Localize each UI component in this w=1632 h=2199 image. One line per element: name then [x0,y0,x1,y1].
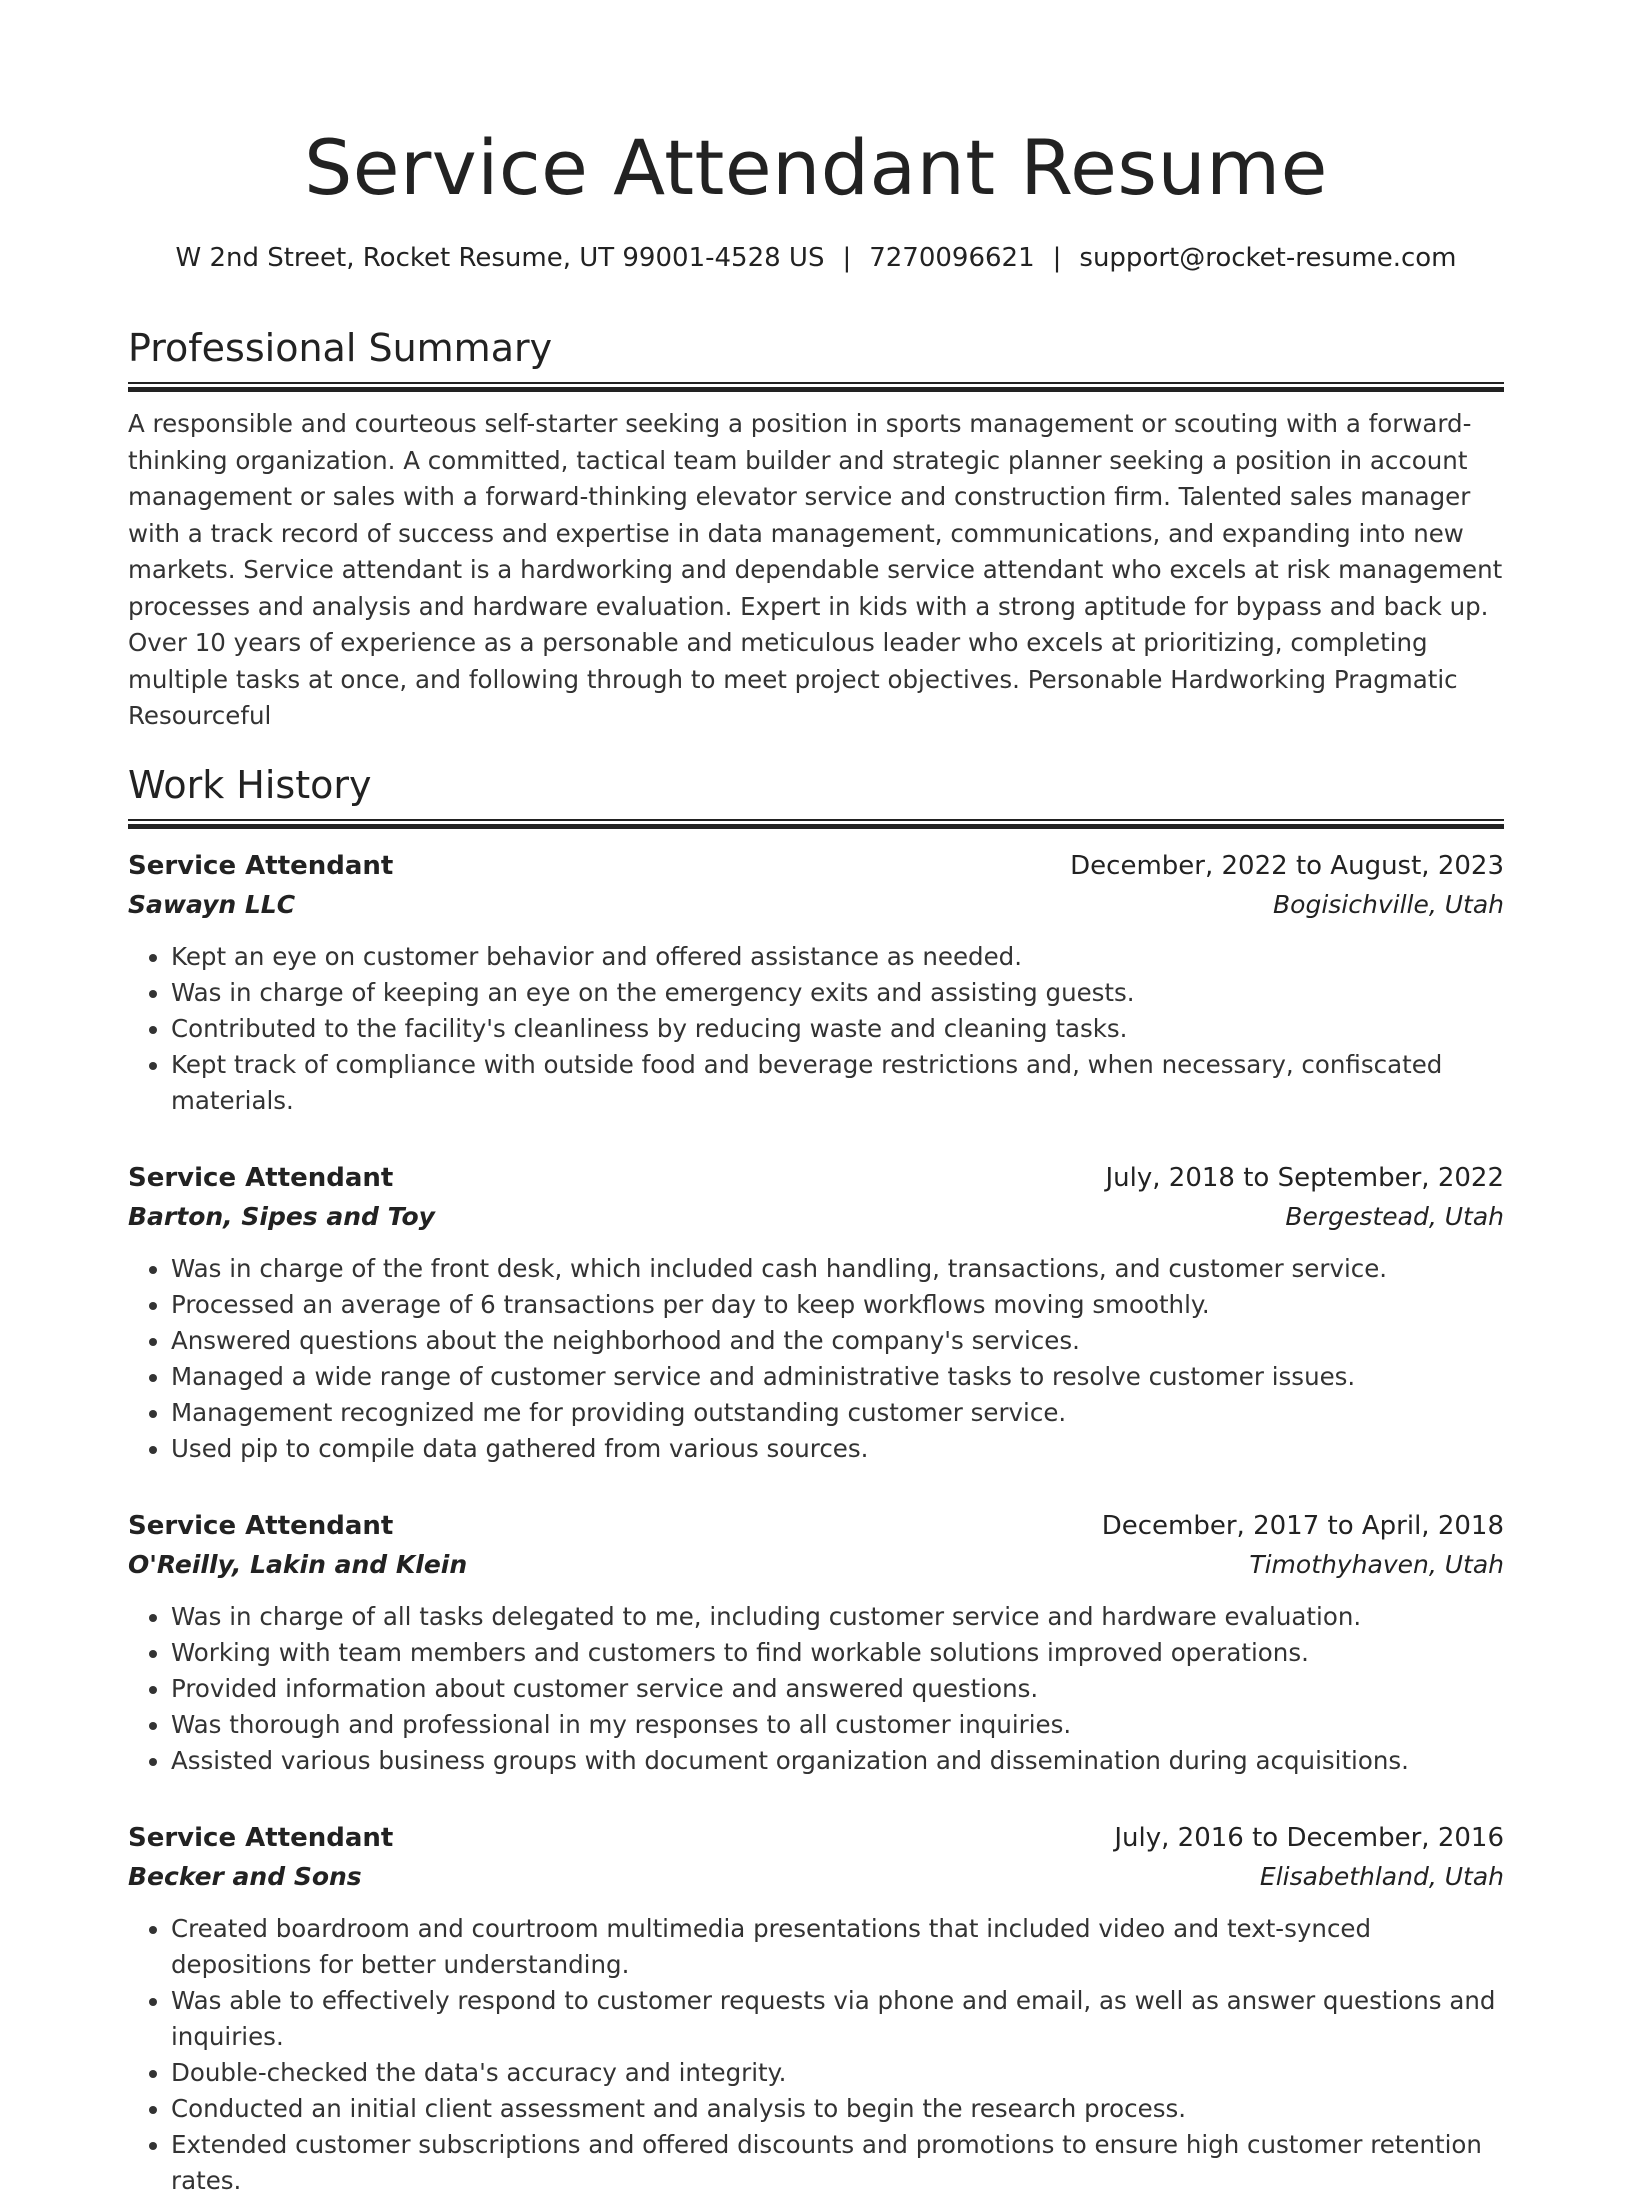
job-location: Timothyhaven, Utah [1249,1549,1504,1579]
job-dates: December, 2022 to August, 2023 [1070,850,1504,881]
job-company-row [128,1197,1504,1237]
job-title-row [128,1507,1504,1545]
job-title: Service Attendant [128,1162,394,1193]
job-duties-list [128,939,1504,1119]
job-dates: July, 2016 to December, 2016 [1114,1822,1504,1853]
job-list [128,847,1504,2199]
job-duties-list [128,1251,1504,1467]
job-entry [128,847,1504,1119]
job-company: O'Reilly, Lakin and Klein [128,1549,468,1579]
job-entry [128,1819,1504,2199]
professional-summary-section [128,324,1504,735]
job-company: Becker and Sons [128,1861,362,1891]
list-item: • Contributed to the facility's cleanliness by reducing waste and cleaning tasks. [171,1011,1504,1047]
job-location: Bergestead, Utah [1285,1201,1504,1231]
job-company-row [128,1545,1504,1585]
contact-address: W 2nd Street, Rocket Resume, UT 99001-4528 US [175,243,825,273]
job-dates: July, 2018 to September, 2022 [1105,1162,1504,1193]
job-location: Elisabethland, Utah [1259,1861,1504,1891]
list-item: • Was in charge of keeping an eye on the emergency exits and assisting guests. [171,975,1504,1011]
list-item: • Conducted an initial client assessment and analysis to begin the research process. [171,2091,1504,2127]
job-company-row [128,1857,1504,1897]
job-company: Barton, Sipes and Toy [128,1201,435,1231]
job-title-row [128,847,1504,885]
list-item: • Was in charge of all tasks delegated to me, including customer service and hardware evaluation. [171,1599,1504,1635]
list-item: • Provided information about customer service and answered questions. [171,1671,1504,1707]
section-divider [128,819,1504,829]
resume-title: Service Attendant Resume [304,123,1328,212]
job-title-row [128,1159,1504,1197]
list-item: • Created boardroom and courtroom multimedia presentations that included video and text-synced depositions for better understanding. [171,1911,1504,1983]
summary-text: A responsible and courteous self-starter seeking a position in sports management or scouting with a forward-thinking organization. A committed, tactical team builder and strategic planner seeking a position in account management or sales with a forward-thinking elevator service and construction firm. Talented sales manager with a track record of success and expertise in data management, communications, and expanding into new markets. Service attendant is a hardworking and dependable service attendant who excels at risk management processes and analysis and hardware evaluation. Expert in kids with a strong aptitude for bypass and back up. Over 10 years of experience as a personable and meticulous leader who excels at prioritizing, completing multiple tasks at once, and following through to meet project objectives. Personable Hardworking Pragmatic Resourceful [128,409,1503,730]
list-item: • Kept track of compliance with outside food and beverage restrictions and, when necessary, confiscated materials. [171,1047,1504,1119]
job-title-row [128,1819,1504,1857]
job-entry [128,1159,1504,1467]
section-divider [128,382,1504,392]
contact-email: support@rocket-resume.com [1079,243,1457,273]
list-item: • Used pip to compile data gathered from various sources. [171,1431,1504,1467]
list-item: • Processed an average of 6 transactions per day to keep workflows moving smoothly. [171,1287,1504,1323]
job-title: Service Attendant [128,850,394,881]
list-item: • Management recognized me for providing outstanding customer service. [171,1395,1504,1431]
work-history-section [128,761,1504,2199]
section-heading-summary: Professional Summary [128,326,553,370]
list-item: • Managed a wide range of customer service and administrative tasks to resolve customer issues. [171,1359,1504,1395]
list-item: • Extended customer subscriptions and offered discounts and promotions to ensure high customer retention rates. [171,2127,1504,2199]
contact-line [128,240,1504,276]
contact-phone: 7270096621 [869,243,1035,273]
job-entry [128,1507,1504,1779]
list-item: • Was able to effectively respond to customer requests via phone and email, as well as answer questions and inquiries. [171,1983,1504,2055]
job-dates: December, 2017 to April, 2018 [1101,1510,1504,1541]
job-title: Service Attendant [128,1510,394,1541]
job-duties-list [128,1599,1504,1779]
list-item: • Assisted various business groups with document organization and dissemination during acquisitions. [171,1743,1504,1779]
contact-separator: | [1052,243,1062,273]
list-item: • Was thorough and professional in my responses to all customer inquiries. [171,1707,1504,1743]
section-heading-work: Work History [128,762,372,807]
list-item: • Working with team members and customers to find workable solutions improved operations. [171,1635,1504,1671]
list-item: • Was in charge of the front desk, which included cash handling, transactions, and customer service. [171,1251,1504,1287]
job-duties-list [128,1911,1504,2199]
list-item: • Kept an eye on customer behavior and offered assistance as needed. [171,939,1504,975]
job-company-row [128,885,1504,925]
job-location: Bogisichville, Utah [1273,889,1504,919]
list-item: • Answered questions about the neighborhood and the company's services. [171,1323,1504,1359]
job-company: Sawayn LLC [128,889,296,919]
job-title: Service Attendant [128,1822,394,1853]
contact-separator: | [842,243,852,273]
list-item: • Double-checked the data's accuracy and integrity. [171,2055,1504,2091]
